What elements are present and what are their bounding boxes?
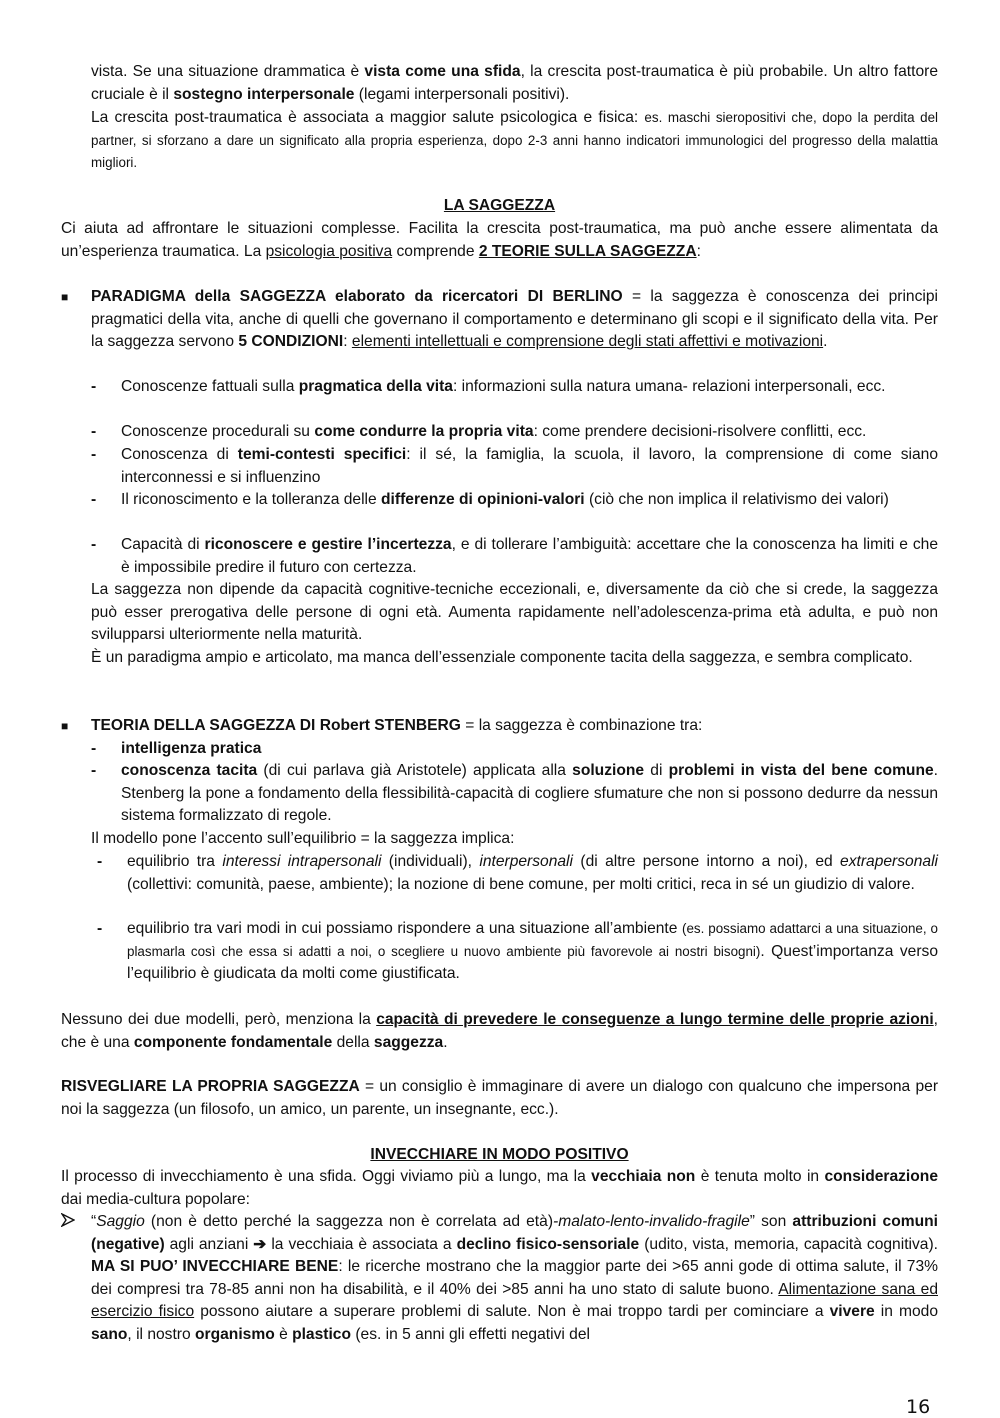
square-bullet-icon: ■ [61,719,69,733]
dash-bullet-icon: - [91,423,97,440]
section-title-invecchiare: INVECCHIARE IN MODO POSITIVO [370,1146,629,1163]
nessuno-paragraph: Nessuno dei due modelli, però, menziona la capacità di prevedere le conseguenze a lungo termine delle proprie azioni, che è una componente fondamentale della saggezza. [61,1011,938,1051]
dash-bullet-icon: - [91,740,97,757]
invecchiare-intro: Il processo di invecchiamento è una sfida. Oggi viviamo più a lungo, ma la vecchiaia non è tenuta molto in considerazione dai media-cultura popolare: [61,1168,938,1208]
berlino-paradigm: PARADIGMA della SAGGEZZA elaborato da ricercatori DI BERLINO = la saggezza è conoscenza dei principi pragmatici della vita, anche di quelli che governano il comportamento e determinano gli scopi e il significato della vita. Per la saggezza servono 5 CONDIZIONI: elementi intellettuali e comprensione degli stati affettivi e motivazioni. [91,288,938,351]
dash-bullet-icon: - [91,536,97,553]
invecchiare-attributions: “Saggio (non è detto perché la saggezza non è correlata ad età)-malato-lento-invalido-fragile” son attribuzioni comuni (negative) agli anziani ➔ la vecchiaia è associata a declino fisico-sensoriale (udito, vista, memoria, capacità cognitiva). MA SI PUO’ INVECCHIARE BENE: le ricerche mostrano che la maggior parte dei >65 anni gode di ottima salute, il 73% dei compresi tra 78-85 anni non ha disabilità, e il 40% dei >85 anni ha uno stato di salute buono. Alimentazione sana ed esercizio fisico possono aiutare a superare problemi di salute. Non è mai troppo tardi per cominciare a vivere in modo sano, il nostro organismo è plastico (es. in 5 anni gli effetti negativi del [91,1213,939,1343]
stenberg-theory: TEORIA DELLA SAGGEZZA DI Robert STENBERG = la saggezza è combinazione tra: [91,717,703,734]
list-item: Capacità di riconoscere e gestire l’incertezza, e di tollerare l’ambiguità: accettare che la conoscenza ha limiti e che è impossibile predire il futuro con certezza. [121,536,938,576]
arrow-right-icon: ➔ [253,1235,267,1253]
saggezza-intro: Ci aiuta ad affrontare le situazioni complesse. Facilita la crescita post-traumatica, ma può anche essere alimentata da un’esperienza traumatica. La psicologia positiva comprende 2 TEORIE SULLA SAGGEZZA: [61,220,938,260]
arrow-bullet-icon [61,1211,75,1234]
dash-bullet-icon: - [97,920,103,937]
list-item: Conoscenze procedurali su come condurre la propria vita: come prendere decisioni-risolvere conflitti, ecc. [121,423,867,440]
intro-paragraph-2: La crescita post-traumatica è associata a maggior salute psicologica e fisica: es. maschi sieropositivi che, dopo la perdita del partner, si sforzano a dare un significato alla propria esperienza, dopo 2-3 anni hanno indicatori immunologici del progresso della malattia migliori. [91,109,938,171]
list-item: equilibrio tra vari modi in cui possiamo rispondere a una situazione all’ambiente (es. possiamo adattarci a una situazione, o plasmarla così che essa si adatti a noi, o scegliere u nuovo ambiente più favorevole ai nostri bisogni). Quest’importanza verso l’equilibrio è giudicata da molti come giustificata. [127,920,938,983]
square-bullet-icon: ■ [61,290,69,304]
list-item: equilibrio tra interessi intrapersonali (individuali), interpersonali (di altre persone intorno a noi), ed extrapersonali (collettivi: comunità, paese, ambiente); la nozione di bene comune, per molti critici, reca in sé un giudizio di valore. [127,853,938,893]
list-item: intelligenza pratica [121,740,262,757]
list-item: Il riconoscimento e la tolleranza delle differenze di opinioni-valori (ciò che non implica il relativismo dei valori) [121,491,889,508]
list-item: Conoscenza di temi-contesti specifici: il sé, la famiglia, la scuola, il lavoro, la comprensione di come siano interconnessi e si influenzino [121,446,939,486]
berlino-paragraph-1: La saggezza non dipende da capacità cognitive-tecniche eccezionali, e, diversamente da ciò che si crede, la saggezza può esser prerogativa delle persone di ogni età. Aumenta rapidamente nell’adolescenza-prima età adulta, e può non svilupparsi ulteriormente nella maturità. [91,581,938,644]
risvegliare-paragraph: RISVEGLIARE LA PROPRIA SAGGEZZA = un consiglio è immaginare di avere un dialogo con qualcuno che impersona per noi la saggezza (un filosofo, un amico, un parente, un insegnante, ecc.). [61,1078,939,1118]
dash-bullet-icon: - [91,762,97,779]
berlino-paragraph-2: È un paradigma ampio e articolato, ma manca dell’essenziale componente tacita della saggezza, e sembra complicato. [91,649,913,666]
list-item: conoscenza tacita (di cui parlava già Aristotele) applicata alla soluzione di problemi in vista del bene comune. Stenberg la pone a fondamento della flessibilità-capacità di cogliere sfumature che non si possono dedurre da nessun sistema formalizzato di regole. [121,762,938,825]
dash-bullet-icon: - [91,378,97,395]
list-item: Conoscenze fattuali sulla pragmatica della vita: informazioni sulla natura umana- relazioni interpersonali, ecc. [121,378,886,395]
dash-bullet-icon: - [91,491,97,508]
section-title-saggezza: LA SAGGEZZA [443,197,556,214]
modello-line: Il modello pone l’accento sull’equilibrio = la saggezza implica: [91,830,515,847]
page-number: 16 [906,1396,931,1418]
dash-bullet-icon: - [97,853,103,870]
dash-bullet-icon: - [91,446,97,463]
intro-paragraph-1: vista. Se una situazione drammatica è vista come una sfida, la crescita post-traumatica è più probabile. Un altro fattore cruciale è il sostegno interpersonale (legami interpersonali positivi). [91,63,938,103]
